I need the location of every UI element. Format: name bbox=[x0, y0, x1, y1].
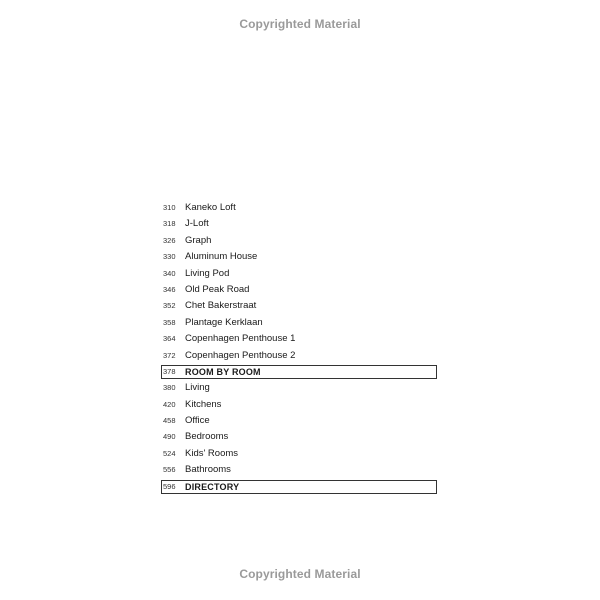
toc-page-number: 378 bbox=[163, 367, 176, 377]
toc-page-number: 524 bbox=[163, 448, 176, 458]
toc-page-number: 380 bbox=[163, 383, 176, 393]
toc-entry bbox=[161, 429, 437, 445]
toc-entry-title: Living bbox=[185, 382, 210, 394]
toc-entry bbox=[161, 413, 437, 429]
toc-entry-title: DIRECTORY bbox=[185, 481, 240, 492]
toc-entry-title: Copenhagen Penthouse 1 bbox=[185, 333, 296, 345]
toc-section-heading bbox=[161, 480, 437, 494]
toc-entry-title: J-Loft bbox=[185, 218, 209, 230]
toc-entry bbox=[161, 216, 437, 232]
toc-entry bbox=[161, 266, 437, 282]
copyright-watermark-bottom: Copyrighted Material bbox=[239, 567, 361, 581]
table-of-contents bbox=[161, 200, 437, 495]
toc-page-number: 326 bbox=[163, 235, 176, 245]
toc-page-number: 556 bbox=[163, 465, 176, 475]
toc-entry-title: Graph bbox=[185, 234, 212, 246]
toc-entry-title: Living Pod bbox=[185, 267, 230, 279]
toc-entry bbox=[161, 380, 437, 396]
toc-entry bbox=[161, 348, 437, 364]
toc-section-heading bbox=[161, 365, 437, 379]
toc-entry-title: Bedrooms bbox=[185, 431, 229, 443]
toc-page-number: 372 bbox=[163, 350, 176, 360]
toc-entry bbox=[161, 446, 437, 462]
toc-entry bbox=[161, 249, 437, 265]
toc-page-number: 318 bbox=[163, 219, 176, 229]
toc-page-number: 490 bbox=[163, 432, 176, 442]
toc-entry bbox=[161, 233, 437, 249]
toc-entry bbox=[161, 397, 437, 413]
toc-entry bbox=[161, 462, 437, 478]
toc-entry bbox=[161, 200, 437, 216]
toc-page-number: 340 bbox=[163, 268, 176, 278]
toc-page-number: 352 bbox=[163, 301, 176, 311]
toc-entry-title: Old Peak Road bbox=[185, 283, 250, 295]
copyright-watermark-top: Copyrighted Material bbox=[239, 17, 361, 31]
toc-entry-title: Copenhagen Penthouse 2 bbox=[185, 349, 296, 361]
toc-page-number: 596 bbox=[163, 481, 176, 491]
toc-entry-title: ROOM BY ROOM bbox=[185, 367, 261, 378]
toc-entry-title: Bathrooms bbox=[185, 464, 231, 476]
toc-entry-title: Kaneko Loft bbox=[185, 202, 236, 213]
toc-page-number: 330 bbox=[163, 252, 176, 262]
toc-page-number: 358 bbox=[163, 317, 176, 327]
toc-entry bbox=[161, 331, 437, 347]
toc-entry-title: Kitchens bbox=[185, 398, 222, 410]
toc-page-number: 458 bbox=[163, 416, 176, 426]
toc-entry bbox=[161, 282, 437, 298]
toc-entry-title: Aluminum House bbox=[185, 251, 258, 263]
toc-entry bbox=[161, 298, 437, 314]
toc-page-number: 420 bbox=[163, 399, 176, 409]
toc-entry-title: Office bbox=[185, 415, 210, 427]
toc-page-number: 346 bbox=[163, 284, 176, 294]
toc-page-number: 310 bbox=[163, 203, 176, 212]
toc-entry-title: Plantage Kerklaan bbox=[185, 316, 263, 328]
toc-entry-title: Chet Bakerstraat bbox=[185, 300, 257, 312]
toc-page-number: 364 bbox=[163, 334, 176, 344]
toc-entry-title: Kids' Rooms bbox=[185, 447, 239, 459]
toc-entry bbox=[161, 315, 437, 331]
